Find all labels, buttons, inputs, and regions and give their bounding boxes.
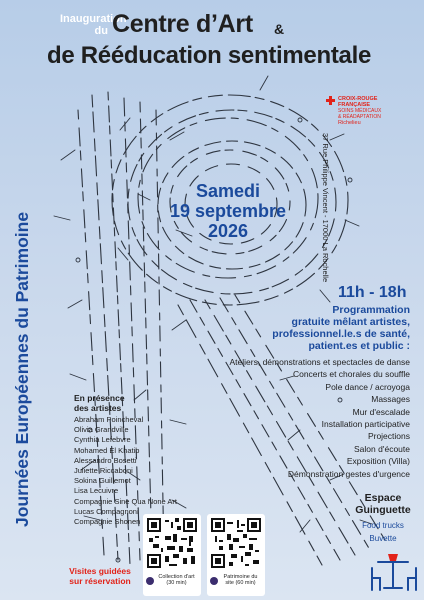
- activity-item: Pole dance / acroyoga: [325, 381, 410, 392]
- qr-collection[interactable]: [143, 514, 201, 596]
- artists-heading-line1: En présence: [74, 393, 125, 403]
- event-hours: 11h - 18h: [338, 284, 407, 301]
- guinguette-item: Food trucks: [362, 521, 404, 530]
- activity-item: Exposition (Villa): [346, 456, 410, 467]
- partner-city: Richelieu: [338, 120, 361, 126]
- inauguration-label: [60, 13, 127, 37]
- artists-heading-line2: des artistes: [74, 403, 122, 413]
- artist-name: Cynthia Lefebvre: [74, 435, 131, 445]
- artist-name: Juliette Riccaboni: [74, 466, 133, 476]
- guided-visits-line2: sur réservation: [69, 576, 131, 586]
- partner-sub-line2: & RÉADAPTATION: [338, 114, 381, 120]
- red-cross-icon: [326, 96, 335, 105]
- activity-item: Projections: [367, 431, 410, 442]
- title-line2: de Rééducation sentimentale: [47, 42, 371, 69]
- event-address: 37 Rue Philippe Vincent - 17000 La Rochelle: [321, 133, 330, 283]
- qr-patrimoine[interactable]: [207, 514, 265, 596]
- event-date: [168, 181, 288, 241]
- guinguette-title-line1: Espace: [364, 492, 402, 504]
- program-intro-line: gratuite mêlant artistes,: [291, 316, 410, 328]
- qr-right-caption-line1: Patrimoine du: [223, 574, 258, 580]
- event-year: 2026: [207, 221, 249, 241]
- activities-list: [200, 356, 410, 480]
- program-intro-line: Programmation: [332, 304, 410, 316]
- table-chairs-icon: [368, 548, 420, 592]
- qr-left-caption-line1: Collection d'art: [158, 574, 195, 580]
- activity-item: Ateliers, démonstrations et spectacles de danse: [229, 357, 410, 367]
- program-intro-line: professionnel.le.s de santé,: [272, 328, 410, 340]
- activity-item: Mur d'escalade: [352, 406, 410, 417]
- artist-name: Lucas Compagnoni: [74, 506, 139, 516]
- title-line1: Centre d’Art: [112, 10, 253, 38]
- guinguette-title-line2: Guinguette: [355, 504, 411, 516]
- activity-item: Installation participative: [321, 419, 410, 430]
- program-intro: [250, 304, 410, 352]
- qr-left-caption-line2: (30 min): [166, 580, 187, 586]
- artist-name: Sokina Guillemot: [74, 476, 131, 486]
- activity-item: Démonstration gestes d'urgence: [287, 468, 410, 479]
- du-text: du: [94, 25, 108, 37]
- qr-code-icon: [147, 518, 197, 568]
- event-day: Samedi: [195, 181, 261, 201]
- program-intro-line: patient.es et public :: [308, 340, 410, 352]
- activity-item: Massages: [371, 394, 410, 405]
- artist-name: Compagnie Shonen: [74, 517, 141, 527]
- artist-name: Abraham Poincheval: [74, 415, 144, 424]
- activity-item: Salon d'écoute: [354, 443, 410, 454]
- event-date-text: 19 septembre: [169, 201, 287, 221]
- guided-visits-label: [60, 566, 140, 586]
- artists-block: [74, 393, 194, 527]
- jep-banner: Journées Européennes du Patrimoine: [12, 211, 32, 527]
- guinguette-item: Buvette: [369, 534, 397, 543]
- artist-name: Alessandro Bosetti: [74, 455, 137, 465]
- partner-name-line1: CROIX-ROUGE: [338, 96, 378, 102]
- title-ampersand: &: [274, 21, 285, 37]
- guided-visits-line1: Visites guidées: [69, 566, 131, 576]
- partner-sub-line1: SOINS MÉDICAUX: [338, 108, 382, 114]
- artist-name: Mohamed El Khatib: [74, 445, 140, 455]
- guinguette-title: [348, 492, 418, 516]
- activity-item: Concerts et chorales du souffle: [292, 369, 410, 380]
- person-icon: [210, 577, 218, 585]
- partner-name-line2: FRANÇAISE: [338, 102, 371, 108]
- person-icon: [146, 577, 154, 585]
- qr-code-icon: [211, 518, 261, 568]
- qr-right-caption-line2: site (60 min): [225, 580, 256, 586]
- guinguette-items: [348, 519, 418, 545]
- artist-name: Lisa Lecuivre: [74, 486, 119, 496]
- inauguration-text: Inauguration: [60, 13, 127, 25]
- artist-name: Compagnie Sine Qua None Art: [74, 496, 177, 506]
- artist-name: Olivia Grandville: [74, 425, 129, 435]
